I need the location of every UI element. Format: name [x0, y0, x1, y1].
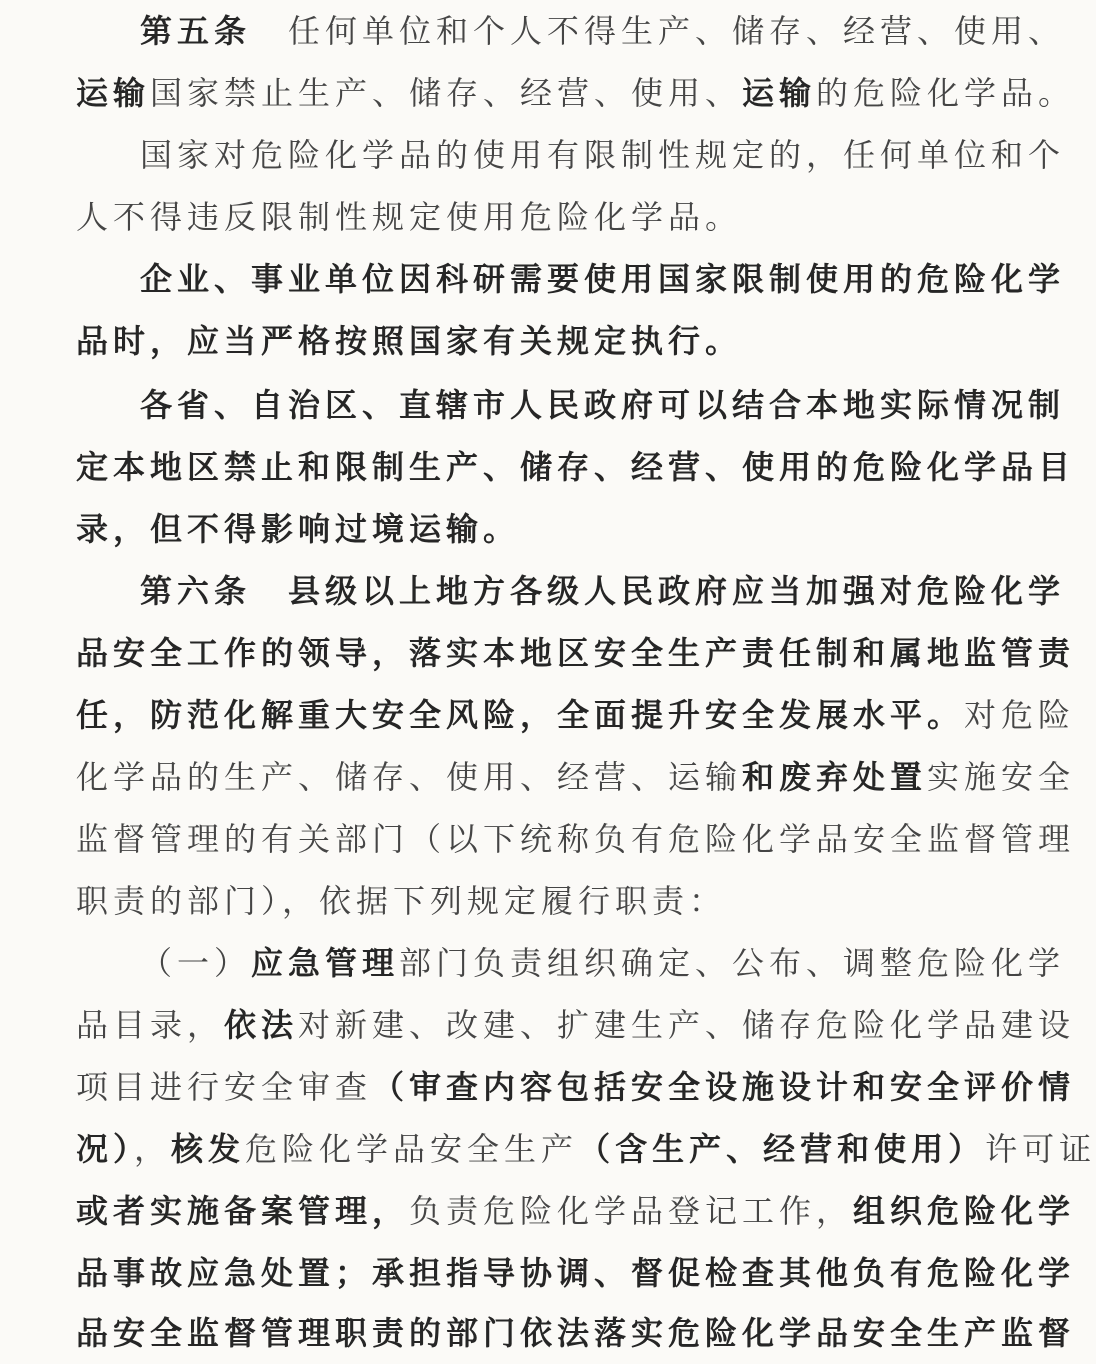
article-number: 第五条 [140, 12, 252, 50]
text-segment: 品时，应当严格按照国家有关规定执行。 [76, 322, 743, 360]
art6-item1-line1 [140, 932, 1066, 994]
text-segment: 负责危险化学品登记工作， [409, 1192, 854, 1230]
text-segment: 运输 [76, 74, 151, 112]
text-segment: 的危险化学品。 [816, 74, 1076, 112]
art5-p1-line2 [76, 62, 1075, 124]
art5-p2-line2 [76, 186, 742, 248]
art6-item1-line2 [76, 994, 1076, 1056]
text-segment: 或者实施备案管理， [76, 1192, 410, 1230]
text-segment: 应急管理 [251, 944, 400, 982]
text-segment: 实施安全 [927, 758, 1076, 796]
text-segment: 危险化学品安全生产 [245, 1130, 579, 1168]
text-segment: 国家对危险化学品的使用有限制性规定的，任何单位和个 [140, 136, 1066, 174]
art5-p4-line1 [140, 374, 1066, 436]
text-segment: 职责的部门），依据下列规定履行职责： [76, 882, 727, 920]
art6-item1-line3 [76, 1056, 1076, 1118]
text-segment: 企业、事业单位因科研需要使用国家限制使用的危险化学 [140, 260, 1066, 298]
text-segment: （审查内容包括安全设施设计和安全评价情 [372, 1068, 1076, 1106]
art6-p1-line2 [76, 622, 1076, 684]
text-segment: 许可证 [985, 1130, 1096, 1168]
text-segment: 品事故应急处置；承担指导协调、督促检查其他负有危险化学 [76, 1254, 1076, 1292]
text-segment: 对新建、改建、扩建生产、储存危险化学品建设 [298, 1006, 1076, 1044]
text-segment: 监督管理的有关部门（以下统称负有危险化学品安全监督管理 [76, 820, 1076, 858]
art5-p1-line1 [140, 0, 1066, 62]
text-segment: 项目进行安全审查 [76, 1068, 373, 1106]
art5-p3-line2 [76, 310, 742, 372]
art6-item1-line5 [76, 1180, 1076, 1242]
text-segment: 各省、自治区、直辖市人民政府可以结合本地实际情况制 [140, 386, 1066, 424]
art6-p1-line6 [76, 870, 726, 932]
art6-p1-line5 [76, 808, 1076, 870]
art5-p4-line3 [76, 498, 520, 560]
text-segment: 任，防范化解重大安全风险，全面提升安全发展水平。 [76, 696, 965, 734]
art6-item1-line7 [76, 1302, 1076, 1364]
art6-p1-line1 [140, 560, 1066, 622]
art6-p1-line3 [76, 684, 1076, 746]
art5-p2-line1 [140, 124, 1066, 186]
text-segment: 对危险 [964, 696, 1076, 734]
text-segment: 部门负责组织确定、公布、调整危险化学 [399, 944, 1066, 982]
art6-item1-line4 [76, 1118, 1096, 1180]
text-segment: 录，但不得影响过境运输。 [76, 510, 521, 548]
text-segment: 国家禁止生产、储存、经营、使用、 [150, 74, 743, 112]
text-segment: （含生产、经营和使用） [578, 1130, 986, 1168]
text-segment: ， [134, 1130, 172, 1168]
art5-p3-line1 [140, 248, 1066, 310]
text-segment: 运输 [742, 74, 817, 112]
text-segment: 况） [76, 1130, 135, 1168]
art5-p4-line2 [76, 436, 1076, 498]
text-segment: 化学品的生产、储存、使用、经营、运输 [76, 758, 743, 796]
text-segment: 定本地区禁止和限制生产、储存、经营、使用的危险化学品目 [76, 448, 1076, 486]
text-segment: 依法 [224, 1006, 299, 1044]
text-segment: 人不得违反限制性规定使用危险化学品。 [76, 198, 743, 236]
text-segment: 品安全监督管理职责的部门依法落实危险化学品安全生产监督 [76, 1314, 1076, 1352]
text-segment: 和废弃处置 [742, 758, 928, 796]
text-segment: 品安全工作的领导，落实本地区安全生产责任制和属地监管责 [76, 634, 1076, 672]
text-segment: 任何单位和个人不得生产、储存、经营、使用、 [251, 12, 1066, 50]
item-number: （一） [140, 944, 252, 982]
art6-p1-line4 [76, 746, 1076, 808]
text-segment: 组织危险化学 [853, 1192, 1076, 1230]
art6-item1-line6 [76, 1242, 1076, 1304]
text-segment: 核发 [171, 1130, 246, 1168]
article-six-heading: 第六条 县级以上地方各级人民政府应当加强对危险化学 [140, 572, 1066, 610]
text-segment: 品目录， [76, 1006, 225, 1044]
